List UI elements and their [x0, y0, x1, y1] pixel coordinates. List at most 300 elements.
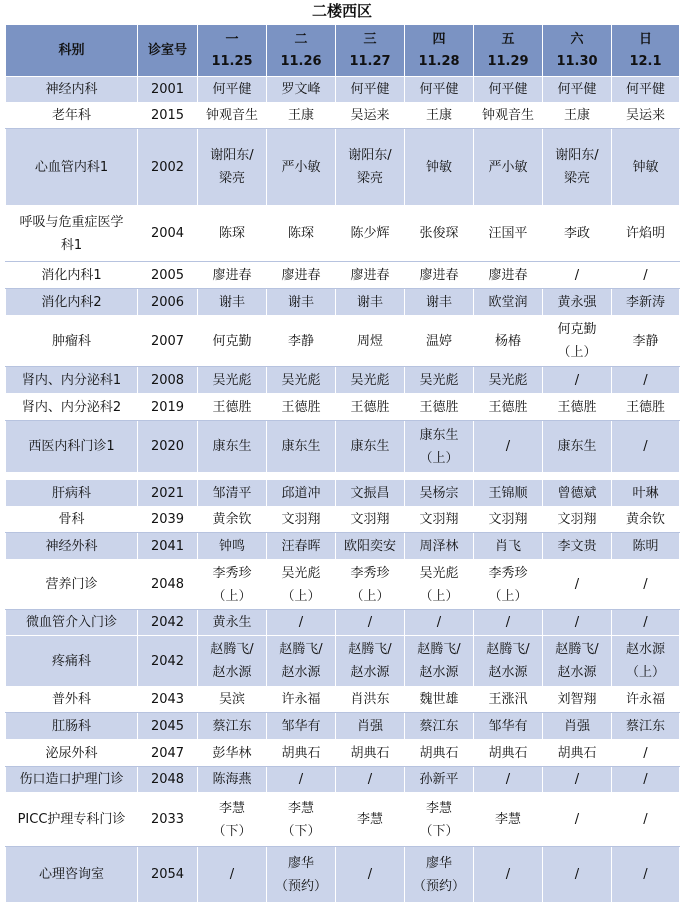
dept-cell [6, 103, 138, 129]
doctor-name: 王锦顺 [488, 485, 528, 501]
doctor-name: 王康 [287, 108, 314, 123]
room-number: 2019 [138, 394, 198, 421]
doctor-name: 谢阳东/ [555, 148, 599, 163]
doctor-name: 曾德斌 [557, 485, 597, 501]
doctor-name: 陈明 [632, 538, 659, 554]
doctor-name: 王德胜 [212, 399, 252, 415]
doctor-name: （上） [419, 450, 459, 466]
header-day: 六 11.30 [543, 25, 612, 77]
doctor-name: 肖洪东 [350, 692, 390, 707]
room-number: 2002 [138, 129, 198, 206]
doctor-cell [405, 793, 474, 847]
dept-name: 骨科 [58, 512, 85, 527]
doctor-cell [198, 262, 267, 289]
header-row [6, 25, 680, 77]
doctor-name: 魏世雄 [419, 692, 459, 707]
doctor-name: 李慧 [425, 800, 452, 816]
doctor-cell [198, 636, 267, 687]
doctor-cell [198, 560, 267, 610]
dept-cell [6, 533, 138, 560]
doctor-cell [267, 421, 336, 473]
doctor-name: 梁亮 [356, 171, 383, 186]
doctor-cell [405, 480, 474, 507]
doctor-cell [336, 289, 405, 316]
doctor-name: 何平健 [557, 82, 597, 97]
doctor-name: / [505, 772, 511, 787]
doctor-cell [267, 480, 336, 507]
doctor-name: / [643, 812, 648, 827]
room-number: 2007 [138, 316, 198, 367]
doctor-name: 梁亮 [218, 171, 245, 186]
doctor-cell [267, 316, 336, 367]
doctor-name: 周煜 [356, 333, 383, 349]
doctor-name: 王德胜 [281, 399, 321, 415]
section-gap [6, 473, 680, 480]
doctor-name: / [574, 577, 580, 592]
doctor-name: 赵水源 [350, 665, 390, 680]
doctor-cell [612, 206, 680, 262]
dept-cell [6, 262, 138, 289]
header-day: 二 11.26 [267, 25, 336, 77]
doctor-name: 邹华有 [488, 718, 528, 734]
doctor-name: 廖进春 [488, 267, 528, 283]
doctor-cell [267, 367, 336, 394]
doctor-name: / [574, 372, 580, 388]
doctor-cell [612, 636, 680, 687]
doctor-name: （上） [557, 345, 597, 360]
room-number: 2048 [138, 560, 198, 610]
doctor-name: 蔡江东 [419, 718, 459, 734]
doctor-name: 康东生 [212, 439, 252, 454]
doctor-name: 陈少辉 [350, 226, 390, 241]
doctor-name: 李政 [563, 226, 590, 241]
doctor-name: 赵水源 [625, 642, 665, 657]
doctor-cell [612, 767, 680, 793]
doctor-name: 何平健 [488, 82, 528, 97]
doctor-cell [543, 713, 612, 740]
doctor-cell [405, 262, 474, 289]
doctor-name: 钟观音生 [481, 108, 534, 123]
doctor-name: 罗文峰 [281, 82, 321, 97]
doctor-name: 张俊琛 [419, 226, 459, 241]
doctor-name: / [229, 867, 235, 882]
room-number: 2045 [138, 713, 198, 740]
doctor-cell [612, 610, 680, 636]
doctor-name: 许焰明 [625, 226, 665, 241]
table-row [6, 713, 680, 740]
doctor-cell [543, 793, 612, 847]
doctor-cell [405, 289, 474, 316]
doctor-name: 吴光彪 [419, 372, 459, 388]
doctor-name: （下） [419, 823, 459, 839]
doctor-cell [198, 289, 267, 316]
doctor-name: 李静 [287, 333, 314, 349]
doctor-cell [198, 394, 267, 421]
doctor-cell [267, 262, 336, 289]
doctor-cell [612, 687, 680, 713]
doctor-cell [612, 367, 680, 394]
doctor-cell [612, 847, 680, 903]
doctor-name: 赵腾飞/ [348, 642, 392, 657]
doctor-cell [543, 316, 612, 367]
doctor-cell [474, 77, 543, 103]
doctor-cell [336, 103, 405, 129]
section-gap-cell [6, 473, 680, 480]
doctor-name: 赵腾飞/ [279, 642, 323, 657]
dept-cell [6, 480, 138, 507]
doctor-name: 康东生 [281, 439, 321, 454]
doctor-name: 汪春晖 [281, 538, 321, 554]
doctor-cell [336, 206, 405, 262]
doctor-cell [198, 713, 267, 740]
room-number: 2008 [138, 367, 198, 394]
doctor-name: 许永福 [625, 692, 665, 707]
doctor-cell [336, 687, 405, 713]
doctor-name: 李慧 [287, 800, 314, 816]
dept-name: 心血管内科1 [34, 159, 109, 175]
doctor-name: / [367, 615, 373, 630]
doctor-name: 赵水源 [488, 665, 528, 680]
table-row [6, 533, 680, 560]
doctor-cell [612, 77, 680, 103]
doctor-name: 邹华有 [281, 718, 321, 734]
dept-name: 心理咨询室 [38, 867, 104, 882]
header-day: 三 11.27 [336, 25, 405, 77]
room-number: 2033 [138, 793, 198, 847]
doctor-name: （上） [419, 588, 459, 604]
doctor-cell [267, 847, 336, 903]
table-row [6, 740, 680, 767]
doctor-name: / [574, 615, 580, 630]
doctor-cell [267, 687, 336, 713]
doctor-cell [612, 480, 680, 507]
doctor-name: / [505, 867, 511, 882]
doctor-name: / [574, 812, 580, 827]
table-row [6, 847, 680, 903]
doctor-cell [474, 316, 543, 367]
doctor-cell [198, 206, 267, 262]
doctor-name: 王德胜 [625, 399, 665, 415]
doctor-cell [474, 289, 543, 316]
room-number: 2006 [138, 289, 198, 316]
doctor-name: 胡典石 [488, 745, 528, 761]
doctor-cell [336, 560, 405, 610]
doctor-cell [612, 316, 680, 367]
doctor-cell [474, 421, 543, 473]
doctor-name: 彭华林 [212, 745, 252, 761]
dept-cell [6, 767, 138, 793]
doctor-name: 李秀珍 [350, 565, 390, 581]
doctor-name: 王德胜 [488, 399, 528, 415]
doctor-name: 陈琛 [287, 226, 314, 241]
doctor-cell [543, 767, 612, 793]
table-row [6, 129, 680, 206]
doctor-name: 蔡江东 [212, 718, 252, 734]
doctor-cell [405, 316, 474, 367]
doctor-cell [612, 103, 680, 129]
dept-name: 肛肠科 [51, 718, 91, 734]
doctor-name: / [643, 577, 648, 592]
doctor-name: 赵腾飞/ [417, 642, 461, 657]
doctor-name: 谢丰 [218, 294, 245, 310]
doctor-name: 李秀珍 [488, 565, 528, 581]
doctor-name: 何平健 [212, 82, 252, 97]
header-dept: 科别 [6, 25, 138, 77]
doctor-name: 胡典石 [557, 745, 597, 761]
doctor-name: / [643, 745, 648, 761]
table-row [6, 367, 680, 394]
doctor-cell [198, 103, 267, 129]
doctor-cell [612, 289, 680, 316]
room-number: 2043 [138, 687, 198, 713]
doctor-cell [405, 687, 474, 713]
doctor-name: （下） [212, 823, 252, 839]
doctor-name: / [505, 439, 511, 454]
dept-cell [6, 367, 138, 394]
dept-name: 普外科 [51, 692, 91, 707]
doctor-name: 谢阳东/ [210, 148, 254, 163]
doctor-cell [543, 206, 612, 262]
header-room: 诊室号 [138, 25, 198, 77]
doctor-name: 王康 [563, 108, 590, 123]
doctor-cell [336, 262, 405, 289]
doctor-cell [267, 129, 336, 206]
room-number: 2042 [138, 610, 198, 636]
doctor-name: 钟敏 [425, 159, 452, 175]
doctor-cell [474, 560, 543, 610]
doctor-cell [474, 262, 543, 289]
dept-cell [6, 289, 138, 316]
doctor-cell [405, 636, 474, 687]
table-row [6, 421, 680, 473]
doctor-cell [405, 206, 474, 262]
doctor-cell [543, 367, 612, 394]
doctor-name: / [298, 615, 304, 630]
doctor-cell [612, 560, 680, 610]
doctor-name: 谢丰 [425, 294, 452, 310]
dept-name: 泌尿外科 [45, 745, 98, 761]
doctor-cell [405, 847, 474, 903]
doctor-name: 文振昌 [350, 485, 390, 501]
doctor-name: 李慧 [218, 800, 245, 816]
doctor-cell [474, 367, 543, 394]
page-title: 二楼西区 [311, 2, 372, 20]
doctor-name: 谢丰 [287, 294, 314, 310]
doctor-cell [405, 103, 474, 129]
room-number: 2042 [138, 636, 198, 687]
doctor-cell [198, 847, 267, 903]
dept-name: 肝病科 [51, 485, 91, 501]
doctor-name: 许永福 [281, 692, 321, 707]
doctor-name: 欧阳奕安 [343, 538, 396, 554]
doctor-name: 吴光彪 [212, 372, 252, 388]
table-row [6, 394, 680, 421]
dept-name: 消化内科1 [41, 267, 102, 283]
doctor-cell [474, 507, 543, 533]
doctor-cell [612, 533, 680, 560]
doctor-cell [612, 129, 680, 206]
dept-name: 营养门诊 [45, 577, 98, 592]
doctor-cell [198, 740, 267, 767]
dept-cell [6, 610, 138, 636]
doctor-cell [267, 610, 336, 636]
doctor-name: （上） [212, 588, 252, 604]
doctor-cell [543, 507, 612, 533]
doctor-name: 王德胜 [557, 399, 597, 415]
doctor-name: 钟鸣 [218, 538, 245, 554]
doctor-cell [543, 847, 612, 903]
doctor-name: 何平健 [419, 82, 459, 97]
doctor-name: 邱道冲 [281, 485, 321, 501]
doctor-cell [336, 767, 405, 793]
doctor-cell [543, 421, 612, 473]
table-row [6, 793, 680, 847]
doctor-cell [198, 610, 267, 636]
doctor-cell [543, 610, 612, 636]
doctor-name: / [643, 439, 648, 454]
doctor-name: 王康 [425, 108, 452, 123]
roster-body [6, 77, 680, 903]
doctor-name: / [436, 615, 442, 630]
table-row [6, 560, 680, 610]
doctor-name: 赵腾飞/ [486, 642, 530, 657]
doctor-name: 吴滨 [218, 692, 245, 707]
doctor-name: 吴光彪 [281, 372, 321, 388]
doctor-cell [474, 740, 543, 767]
doctor-cell [543, 687, 612, 713]
dept-cell [6, 316, 138, 367]
doctor-name: / [643, 372, 648, 388]
doctor-cell [198, 316, 267, 367]
doctor-name: 肖强 [356, 718, 383, 734]
header-day: 五 11.29 [474, 25, 543, 77]
doctor-name: / [643, 867, 648, 882]
doctor-cell [543, 533, 612, 560]
doctor-cell [267, 767, 336, 793]
doctor-cell [474, 206, 543, 262]
header-day: 一 11.25 [198, 25, 267, 77]
doctor-name: 李静 [632, 333, 659, 349]
doctor-cell [267, 77, 336, 103]
doctor-name: 胡典石 [281, 745, 321, 761]
doctor-cell [336, 713, 405, 740]
doctor-name: 孙新平 [419, 772, 459, 787]
doctor-cell [405, 394, 474, 421]
doctor-cell [612, 421, 680, 473]
doctor-name: 何平健 [350, 82, 390, 97]
doctor-name: 廖进春 [212, 267, 252, 283]
dept-cell [6, 394, 138, 421]
doctor-name: 何克勤 [212, 333, 252, 349]
table-row [6, 316, 680, 367]
room-number: 2048 [138, 767, 198, 793]
doctor-name: 吴光彪 [350, 372, 390, 388]
doctor-name: 肖强 [563, 718, 590, 734]
doctor-name: 康东生 [557, 439, 597, 454]
doctor-name: 胡典石 [419, 745, 459, 761]
doctor-name: （上） [350, 588, 390, 604]
doctor-name: （上） [625, 665, 665, 680]
table-row [6, 206, 680, 262]
doctor-name: / [367, 772, 373, 787]
doctor-cell [543, 560, 612, 610]
doctor-name: 梁亮 [563, 171, 590, 186]
doctor-cell [198, 687, 267, 713]
dept-cell [6, 77, 138, 103]
doctor-cell [543, 740, 612, 767]
doctor-cell [336, 610, 405, 636]
dept-name: 伤口造口护理门诊 [19, 772, 124, 787]
doctor-cell [198, 480, 267, 507]
dept-name: 肾内、内分泌科1 [21, 372, 122, 388]
doctor-cell [198, 421, 267, 473]
room-number: 2047 [138, 740, 198, 767]
doctor-name: / [574, 772, 580, 787]
doctor-cell [267, 713, 336, 740]
doctor-cell [336, 129, 405, 206]
doctor-cell [267, 289, 336, 316]
dept-name: 消化内科2 [41, 294, 102, 310]
doctor-name: 赵腾飞/ [210, 642, 254, 657]
doctor-cell [612, 394, 680, 421]
doctor-cell [267, 793, 336, 847]
doctor-name: 李慧 [494, 812, 521, 827]
doctor-name: / [643, 267, 648, 283]
doctor-name: 赵腾飞/ [555, 642, 599, 657]
doctor-cell [198, 367, 267, 394]
doctor-name: 黄余钦 [625, 512, 665, 527]
table-row [6, 289, 680, 316]
room-number: 2001 [138, 77, 198, 103]
doctor-cell [543, 289, 612, 316]
dept-name: 老年科 [51, 108, 91, 123]
doctor-name: 黄余钦 [212, 512, 252, 527]
doctor-name: 叶琳 [632, 485, 659, 501]
dept-name: 呼吸与危重症医学 [19, 214, 124, 230]
doctor-name: 王德胜 [419, 399, 459, 415]
doctor-cell [267, 103, 336, 129]
doctor-cell [267, 394, 336, 421]
doctor-name: 康东生 [419, 427, 459, 443]
room-number: 2021 [138, 480, 198, 507]
doctor-cell [474, 713, 543, 740]
doctor-name: 严小敏 [281, 159, 321, 175]
doctor-name: 吴光彪 [419, 565, 459, 581]
doctor-name: 文羽翔 [557, 512, 597, 527]
doctor-name: （预约） [412, 878, 465, 894]
doctor-cell [474, 480, 543, 507]
doctor-cell [267, 206, 336, 262]
doctor-name: / [505, 615, 511, 630]
doctor-name: / [367, 867, 373, 882]
doctor-name: 廖华 [287, 855, 314, 871]
doctor-name: 吴光彪 [281, 565, 321, 581]
doctor-cell [474, 610, 543, 636]
doctor-cell [612, 740, 680, 767]
doctor-cell [543, 480, 612, 507]
doctor-cell [336, 847, 405, 903]
doctor-cell [405, 533, 474, 560]
doctor-cell [543, 636, 612, 687]
doctor-name: 蔡江东 [625, 718, 665, 734]
doctor-cell [405, 507, 474, 533]
dept-name: 肾内、内分泌科2 [21, 399, 122, 415]
doctor-cell [405, 367, 474, 394]
table-row [6, 103, 680, 129]
doctor-name: 邹清平 [212, 485, 252, 501]
doctor-name: 周泽林 [419, 538, 459, 554]
doctor-cell [405, 421, 474, 473]
